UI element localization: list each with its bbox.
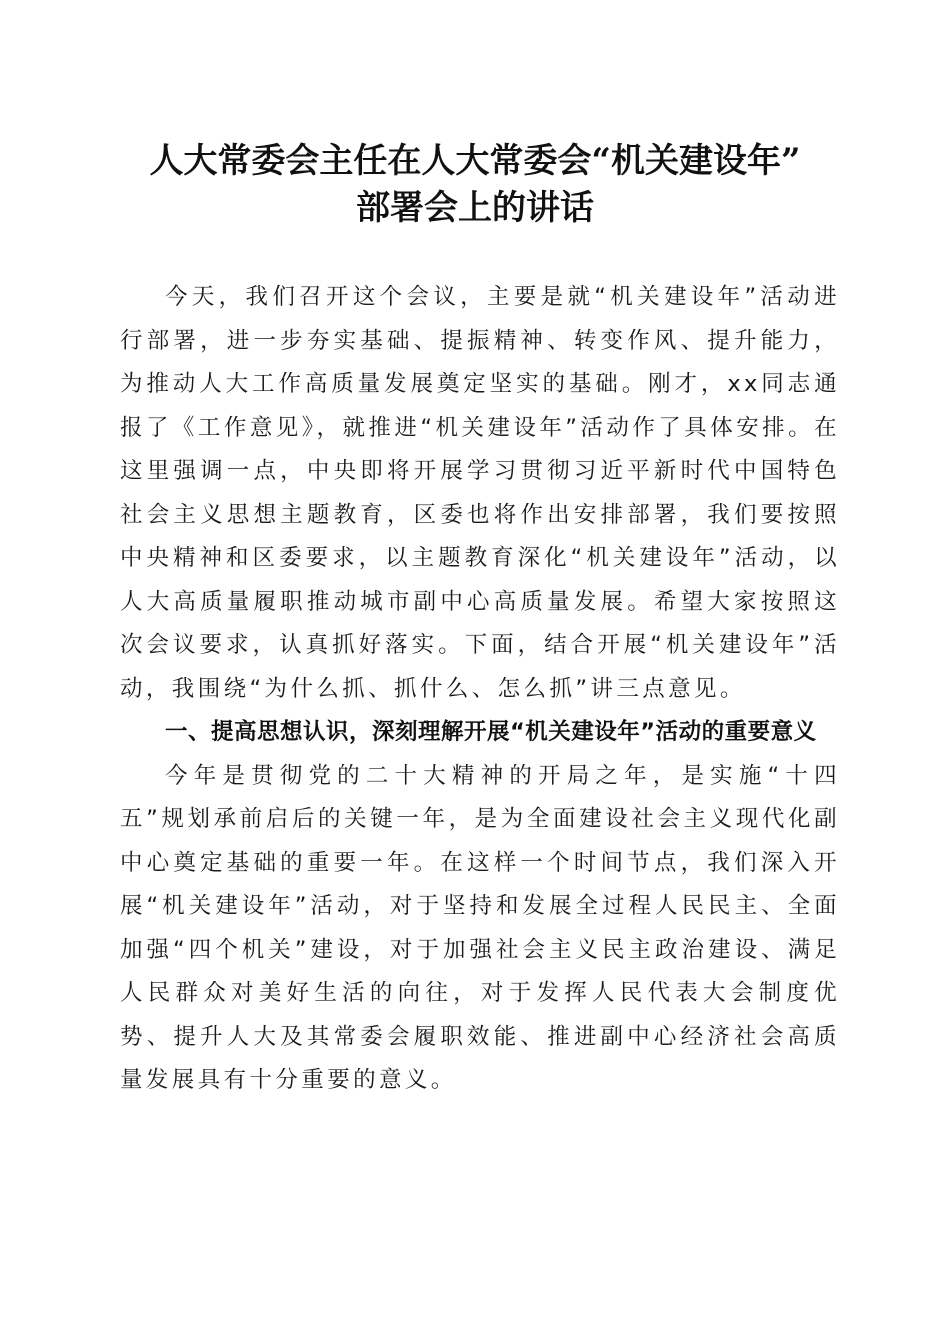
section-heading-1: 一、提高思想认识，深刻理解开展“机关建设年”活动的重要意义 <box>165 719 817 745</box>
paragraph-intro: 今天，我们召开这个会议，主要是就“机关建设年”活动进行部署，进一步夯实基础、提振精神、转变作风、提升能力，为推动人大工作高质量发展奠定坚实的基础。刚才，xx同志通报了《工作意见》，就推进“机关建设年”活动作了具体安排。在这里强调一点，中央即将开展学习贯彻习近平新时代中国特色社会主义思想主题教育，区委也将作出安排部署，我们要按照中央精神和区委要求，以主题教育深化“机关建设年”活动，以人大高质量履职推动城市副中心高质量发展。希望大家按照这次会议要求，认真抓好落实。下面，结合开展“机关建设年”活动，我围绕“为什么抓、抓什么、怎么抓”讲三点意见。 <box>120 284 840 702</box>
document-title-line-1: 人大常委会主任在人大常委会“机关建设年” <box>149 141 801 181</box>
document-body <box>120 276 840 1103</box>
document-title-line-2: 部署会上的讲话 <box>356 188 594 228</box>
paragraph-significance: 今年是贯彻党的二十大精神的开局之年，是实施“十四五”规划承前启后的关键一年，是为全面建设社会主义现代化副中心奠定基础的重要一年。在这样一个时间节点，我们深入开展“机关建设年”活动，对于坚持和发展全过程人民民主、全面加强“四个机关”建设，对于加强社会主义民主政治建设、满足人民群众对美好生活的向往，对于发挥人民代表大会制度优势、提升人大及其常委会履职效能、推进副中心经济社会高质量发展具有十分重要的意义。 <box>120 762 840 1093</box>
